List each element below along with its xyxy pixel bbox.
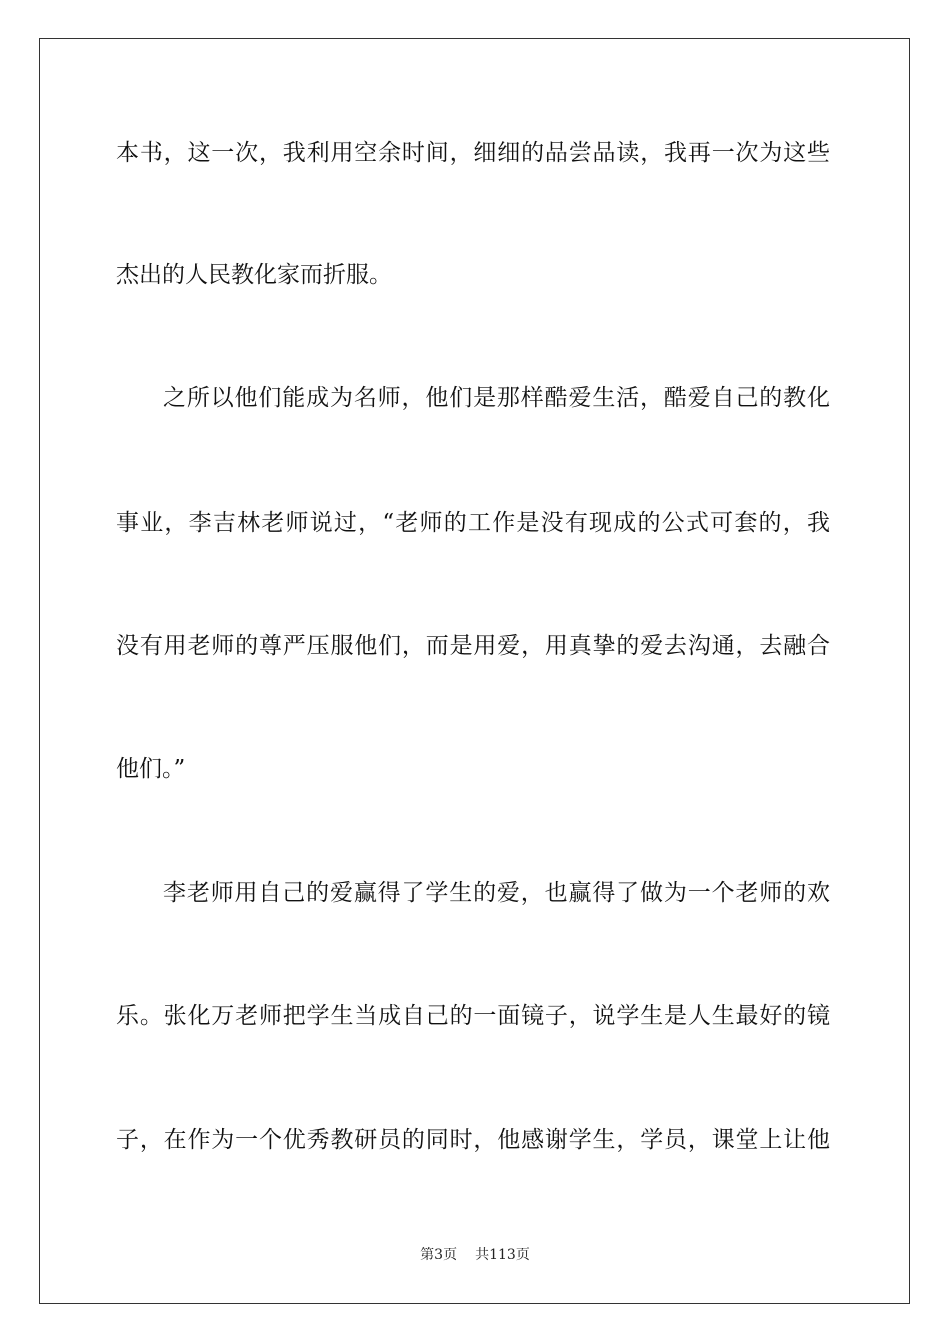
page-number: 第3页 [420,1247,458,1263]
text-line-4: 事业，李吉林老师说过，“老师的工作是没有现成的公式可套的，我 [116,510,830,536]
text-line-1: 本书，这一次，我利用空余时间，细细的品尝品读，我再一次为这些 [116,140,830,166]
text-line-7: 李老师用自己的爱赢得了学生的爱，也赢得了做为一个老师的欢 [163,880,830,906]
text-line-9: 子，在作为一个优秀教研员的同时，他感谢学生，学员，课堂上让他 [116,1127,830,1153]
text-line-6: 他们。” [116,756,186,782]
page-border [39,38,910,1304]
page-total: 共113页 [475,1247,530,1263]
text-line-8: 乐。张化万老师把学生当成自己的一面镜子，说学生是人生最好的镜 [116,1003,830,1029]
text-line-2: 杰出的人民教化家而折服。 [116,262,392,288]
text-line-3: 之所以他们能成为名师，他们是那样酷爱生活，酷爱自己的教化 [163,385,830,411]
page-footer [0,1246,950,1264]
text-line-5: 没有用老师的尊严压服他们，而是用爱，用真挚的爱去沟通，去融合 [116,633,830,659]
